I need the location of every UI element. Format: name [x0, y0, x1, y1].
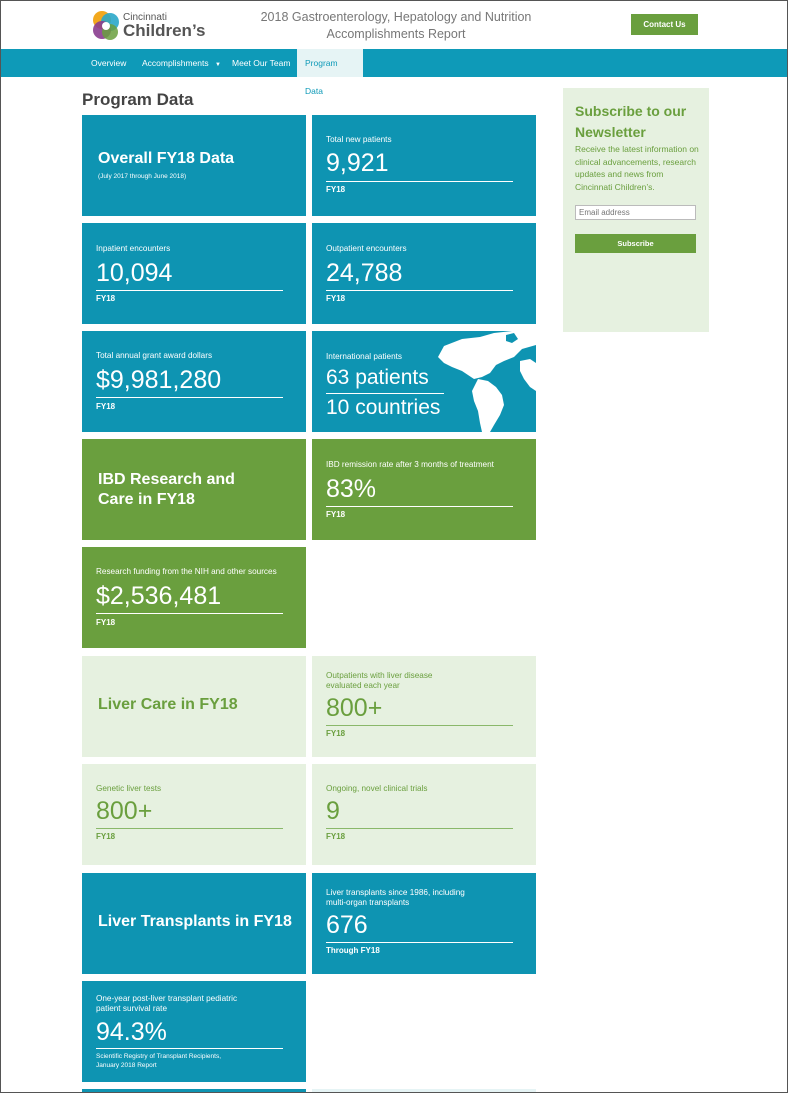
inpatient-value: 10,094	[96, 259, 173, 287]
international-label: International patients	[326, 352, 403, 361]
survival-label-1: One-year post-liver transplant pediatric	[96, 994, 238, 1003]
ibd-remission-foot: FY18	[326, 510, 346, 519]
ibd-remission-label: IBD remission rate after 3 months of treatment	[326, 460, 494, 469]
logo[interactable]	[91, 8, 206, 44]
caret-down-icon: ▼	[214, 62, 221, 68]
overall-heading: Overall FY18 Data	[98, 150, 235, 167]
tile-ibd-remission	[312, 439, 536, 540]
newsletter-title: Subscribe to our Newsletter	[575, 103, 687, 140]
nav-item-overview[interactable]: Overview	[91, 58, 127, 68]
liver-outpatients-label-2: evaluated each year	[326, 681, 400, 690]
international-countries-value: 10 countries	[326, 396, 441, 419]
logo-mark-icon	[91, 8, 121, 44]
ibd-remission-value: 83%	[326, 475, 377, 503]
clinical-trials-label: Ongoing, novel clinical trials	[326, 784, 428, 793]
logo-text-bottom: Children’s	[123, 21, 206, 40]
outpatient-label: Outpatient encounters	[326, 244, 407, 253]
transplant-heading: Liver Transplants in FY18	[98, 913, 292, 930]
survival-value: 94.3%	[96, 1018, 167, 1046]
nav-item-accomplishments[interactable]	[142, 49, 221, 77]
grant-label: Total annual grant award dollars	[96, 351, 213, 360]
tile-transplants	[312, 873, 536, 974]
report-title-line1: 2018 Gastroenterology, Hepatology and Nutrition	[260, 10, 532, 24]
new-patients-label: Total new patients	[326, 135, 392, 144]
tile-survival	[82, 981, 306, 1082]
inpatient-label: Inpatient encounters	[96, 244, 171, 253]
nav-item-program-data[interactable]: Program Data	[297, 49, 363, 77]
grant-value: $9,981,280	[96, 366, 222, 394]
nav-item-team[interactable]: Meet Our Team	[232, 58, 291, 68]
tile-inpatient	[82, 223, 306, 324]
liver-outpatients-label-1: Outpatients with liver disease	[326, 671, 433, 680]
tile-genetic-tests	[82, 764, 306, 865]
contact-us-button[interactable]: Contact Us	[631, 14, 698, 35]
overall-subheading: (July 2017 through June 2018)	[98, 173, 187, 180]
divider	[96, 397, 283, 398]
report-title	[256, 9, 536, 43]
divider	[96, 828, 283, 829]
tile-new-patients	[312, 115, 536, 216]
logo-text-top: Cincinnati	[123, 12, 167, 23]
tile-partial	[312, 1089, 536, 1093]
divider	[96, 613, 283, 614]
genetic-tests-label: Genetic liver tests	[96, 784, 162, 793]
report-title-line2: Accomplishments Report	[326, 27, 466, 41]
inpatient-foot: FY18	[96, 294, 116, 303]
subscribe-button[interactable]: Subscribe	[575, 234, 696, 253]
transplants-value: 676	[326, 911, 368, 939]
tile-overall	[82, 115, 306, 216]
nav-item-accomplishments-label: Accomplishments	[142, 58, 209, 68]
research-funding-value: $2,536,481	[96, 582, 222, 610]
page-title: Program Data	[82, 90, 194, 109]
tile-outpatient	[312, 223, 536, 324]
divider	[96, 1048, 283, 1049]
survival-source-2: January 2018 Report	[96, 1062, 157, 1069]
tile-liver-heading	[82, 656, 306, 757]
outpatient-foot: FY18	[326, 294, 346, 303]
tile-transplant-heading	[82, 873, 306, 974]
main-nav	[1, 49, 787, 96]
ibd-heading-line2: Care in FY18	[98, 491, 195, 508]
survival-source-1: Scientific Registry of Transplant Recipients,	[96, 1053, 221, 1060]
survival-label-2: patient survival rate	[96, 1004, 167, 1013]
divider	[326, 290, 513, 291]
transplants-foot: Through FY18	[326, 946, 380, 955]
divider	[326, 181, 513, 182]
tile-international	[312, 331, 536, 432]
liver-outpatients-value: 800+	[326, 694, 383, 722]
genetic-tests-foot: FY18	[96, 832, 116, 841]
tile-partial	[82, 1089, 306, 1093]
divider	[96, 290, 283, 291]
divider	[326, 506, 513, 507]
transplants-label-2: multi-organ transplants	[326, 898, 410, 907]
ibd-heading-line1: IBD Research and	[98, 471, 235, 488]
tile-clinical-trials	[312, 764, 536, 865]
transplants-label-1: Liver transplants since 1986, including	[326, 888, 465, 897]
newsletter-sidebar	[563, 88, 709, 332]
clinical-trials-value: 9	[326, 797, 340, 825]
clinical-trials-foot: FY18	[326, 832, 346, 841]
divider	[326, 725, 513, 726]
genetic-tests-value: 800+	[96, 797, 153, 825]
divider	[326, 828, 513, 829]
research-funding-label: Research funding from the NIH and other sources	[96, 567, 277, 576]
liver-outpatients-foot: FY18	[326, 729, 346, 738]
divider	[326, 942, 513, 943]
tile-ibd-heading	[82, 439, 306, 540]
new-patients-foot: FY18	[326, 185, 346, 194]
liver-heading: Liver Care in FY18	[98, 696, 238, 713]
tile-research-funding	[82, 547, 306, 648]
research-funding-foot: FY18	[96, 618, 116, 627]
outpatient-value: 24,788	[326, 259, 403, 287]
email-input[interactable]	[575, 205, 696, 220]
site-header	[1, 1, 787, 49]
tile-grant	[82, 331, 306, 432]
newsletter-description: Receive the latest information on clinical advancements, research updates and news from Cincinnati Children’s.	[575, 144, 699, 192]
tile-liver-outpatients	[312, 656, 536, 757]
new-patients-value: 9,921	[326, 149, 389, 177]
grant-foot: FY18	[96, 402, 116, 411]
international-patients-value: 63 patients	[326, 366, 429, 389]
